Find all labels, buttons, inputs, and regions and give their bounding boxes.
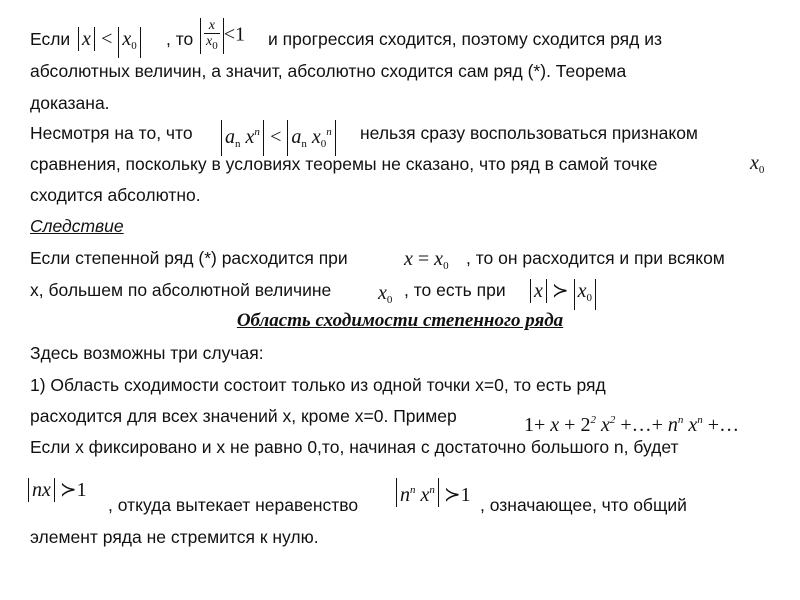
formula-x0-magnitude: $x_0$ — [378, 282, 393, 306]
paragraph1-text-then: , то — [166, 29, 194, 49]
formula-series-example: $1+ x + 2^2$ $x^2$ +…+ $n^n$ $x^n$ +… — [524, 414, 740, 436]
paragraph1-line3: доказана. — [30, 93, 110, 113]
case1-line3: Если x фиксировано и x не равно 0,то, начиная с достаточно большого n, будет — [30, 437, 679, 457]
corollary-line2-start: x, большем по абсолютной величине — [30, 280, 332, 300]
case1-line2: расходится для всех значений x, кроме x=0. Пример — [30, 406, 457, 426]
formula-abs-nn-xn-greater-one: $n^n$ $x^n$ ≻1 — [396, 478, 471, 507]
corollary-line1-end: , то он расходится и при всяком — [466, 248, 725, 268]
corollary-title: Следствие — [30, 216, 124, 236]
case1-line4-end: , означающее, что общий — [480, 495, 687, 515]
corollary-line2-end: , то есть при — [404, 280, 506, 300]
paragraph1-text-progression: и прогрессия сходится, поэтому сходится ряд из — [268, 29, 663, 49]
paragraph2-text-start: Несмотря на то, что — [30, 123, 193, 143]
formula-an-xn-less-an-x0n: $a_n$ $x^n < a_n$ $x_0^n$ — [221, 120, 336, 156]
section-intro: Здесь возможны три случая: — [30, 343, 264, 363]
case1-line1: 1) Область сходимости состоит только из одной точки x=0, то есть ряд — [30, 375, 606, 395]
paragraph2-line3: сходится абсолютно. — [30, 185, 201, 205]
formula-abs-ratio-less-one: $\frac{x}{x_0}$ <1 — [200, 18, 245, 54]
formula-x0-point: $x_0$ — [750, 152, 765, 176]
formula-abs-x-greater-x0: x ≻ $x_0$ — [530, 279, 596, 310]
paragraph2-text-cannot: нельзя сразу воспользоваться признаком — [360, 123, 698, 143]
formula-abs-nx-greater-one: nx ≻1 — [28, 478, 87, 502]
paragraph1-line2: абсолютных величин, а значит, абсолютно сходится сам ряд (*). Теорема — [30, 61, 627, 81]
case1-line4-start: , откуда вытекает неравенство — [108, 495, 359, 515]
formula-abs-x-less-x0: $x < x_0$ — [78, 27, 141, 58]
case1-line5: элемент ряда не стремится к нулю. — [30, 527, 319, 547]
paragraph2-line2: сравнения, поскольку в условиях теоремы не сказано, что ряд в самой точке — [30, 154, 658, 174]
formula-x-equals-x0: $x = x_0$ — [404, 248, 449, 272]
corollary-line1-start: Если степенной ряд (*) расходится при — [30, 248, 348, 268]
paragraph1-text-start: Если — [30, 29, 71, 49]
section-heading: Область сходимости степенного ряда — [236, 310, 564, 331]
